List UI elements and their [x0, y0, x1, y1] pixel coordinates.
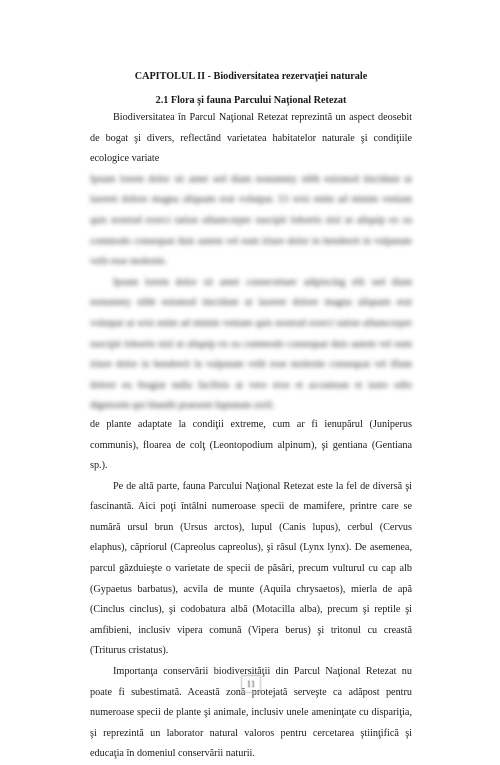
paragraph-conservation: Importanţa conservării biodiversităţii din Parcul Naţional Retezat nu poate fi subestimată. Această zonă protejată serveşte ca adăpost pentru numeroase specii de plante şi animale, inclusiv unele ameninţate cu dispariţia, şi reprezintă un laborator natural valoros pentru cercetarea ştiinţifică şi educaţia în domeniul conservării naturii. — [90, 666, 412, 760]
paragraph-flora-end: de plante adaptate la condiţii extreme, cum ar fi ienupărul (Juniperus communis), floarea de colţ (Leontopodium alpinum), şi gentiana (Gentiana sp.). — [90, 418, 412, 472]
section-title: 2.1 Flora şi fauna Parcului Naţional Retezat — [155, 95, 347, 106]
page-content — [90, 64, 412, 765]
page-number: 11 — [241, 675, 261, 693]
chapter-title: CAPITOLUL II - Biodiversitatea rezervaţiei naturale — [134, 71, 368, 82]
paragraph-intro: Biodiversitatea în Parcul Naţional Retezat reprezintă un aspect deosebit de bogat şi divers, reflectând varietatea habitatelor naturale şi condiţiile ecologice variate — [90, 112, 412, 165]
blurred-text-block: Ipsum lorem dolor sit amet sed diam nonummy nibh euismod tincidunt ut laoreet dolore magna aliquam erat volutpat. Ut wisi enim ad minim veniam quis nostrud exerci tation ullamcorper suscipit lobortis nisl ut aliquip ex ea commodo consequat duis autem vel eum iriure dolor in hendrerit in vulputate velit esse molestie. Ipsum lorem dolor sit amet consectetuer adipiscing elit sed diam nonummy nibh euismod tincidunt ut laoreet dolore magna aliquam erat volutpat ut wisi enim ad minim veniam quis nostrud exerci tation ullamcorper suscipit lobortis nisl ut aliquip ex ea commodo consequat duis autem vel eum iriure dolor in hendrerit in vulputate velit esse molestie consequat vel illum dolore eu feugiat nulla facilisis at vero eros et accumsan et iusto odio dignissim qui blandit praesent luptatum zzril. — [90, 173, 412, 412]
paragraph-fauna: Pe de altă parte, fauna Parcului Naţional Retezat este la fel de diversă şi fascinantă. Aici poţi întâlni numeroase specii de mamifere, printre care se numără ursul brun (Ursus arctos), lupul (Canis lupus), cerbul (Cervus elaphus), căpriorul (Capreolus capreolus), şi râsul (Lynx lynx). De asemenea, parcul găzduieşte o varietate de specii de păsări, precum vulturul cu cap alb (Gypaetus barbatus), acvila de munte (Aquila chrysaetos), mierla de apă (Cinclus cinclus), şi codobatura albă (Motacilla alba), precum şi reptile şi amfibieni, inclusiv vipera comună (Vipera berus) şi tritonul cu creastă (Triturus cristatus). — [90, 480, 412, 657]
